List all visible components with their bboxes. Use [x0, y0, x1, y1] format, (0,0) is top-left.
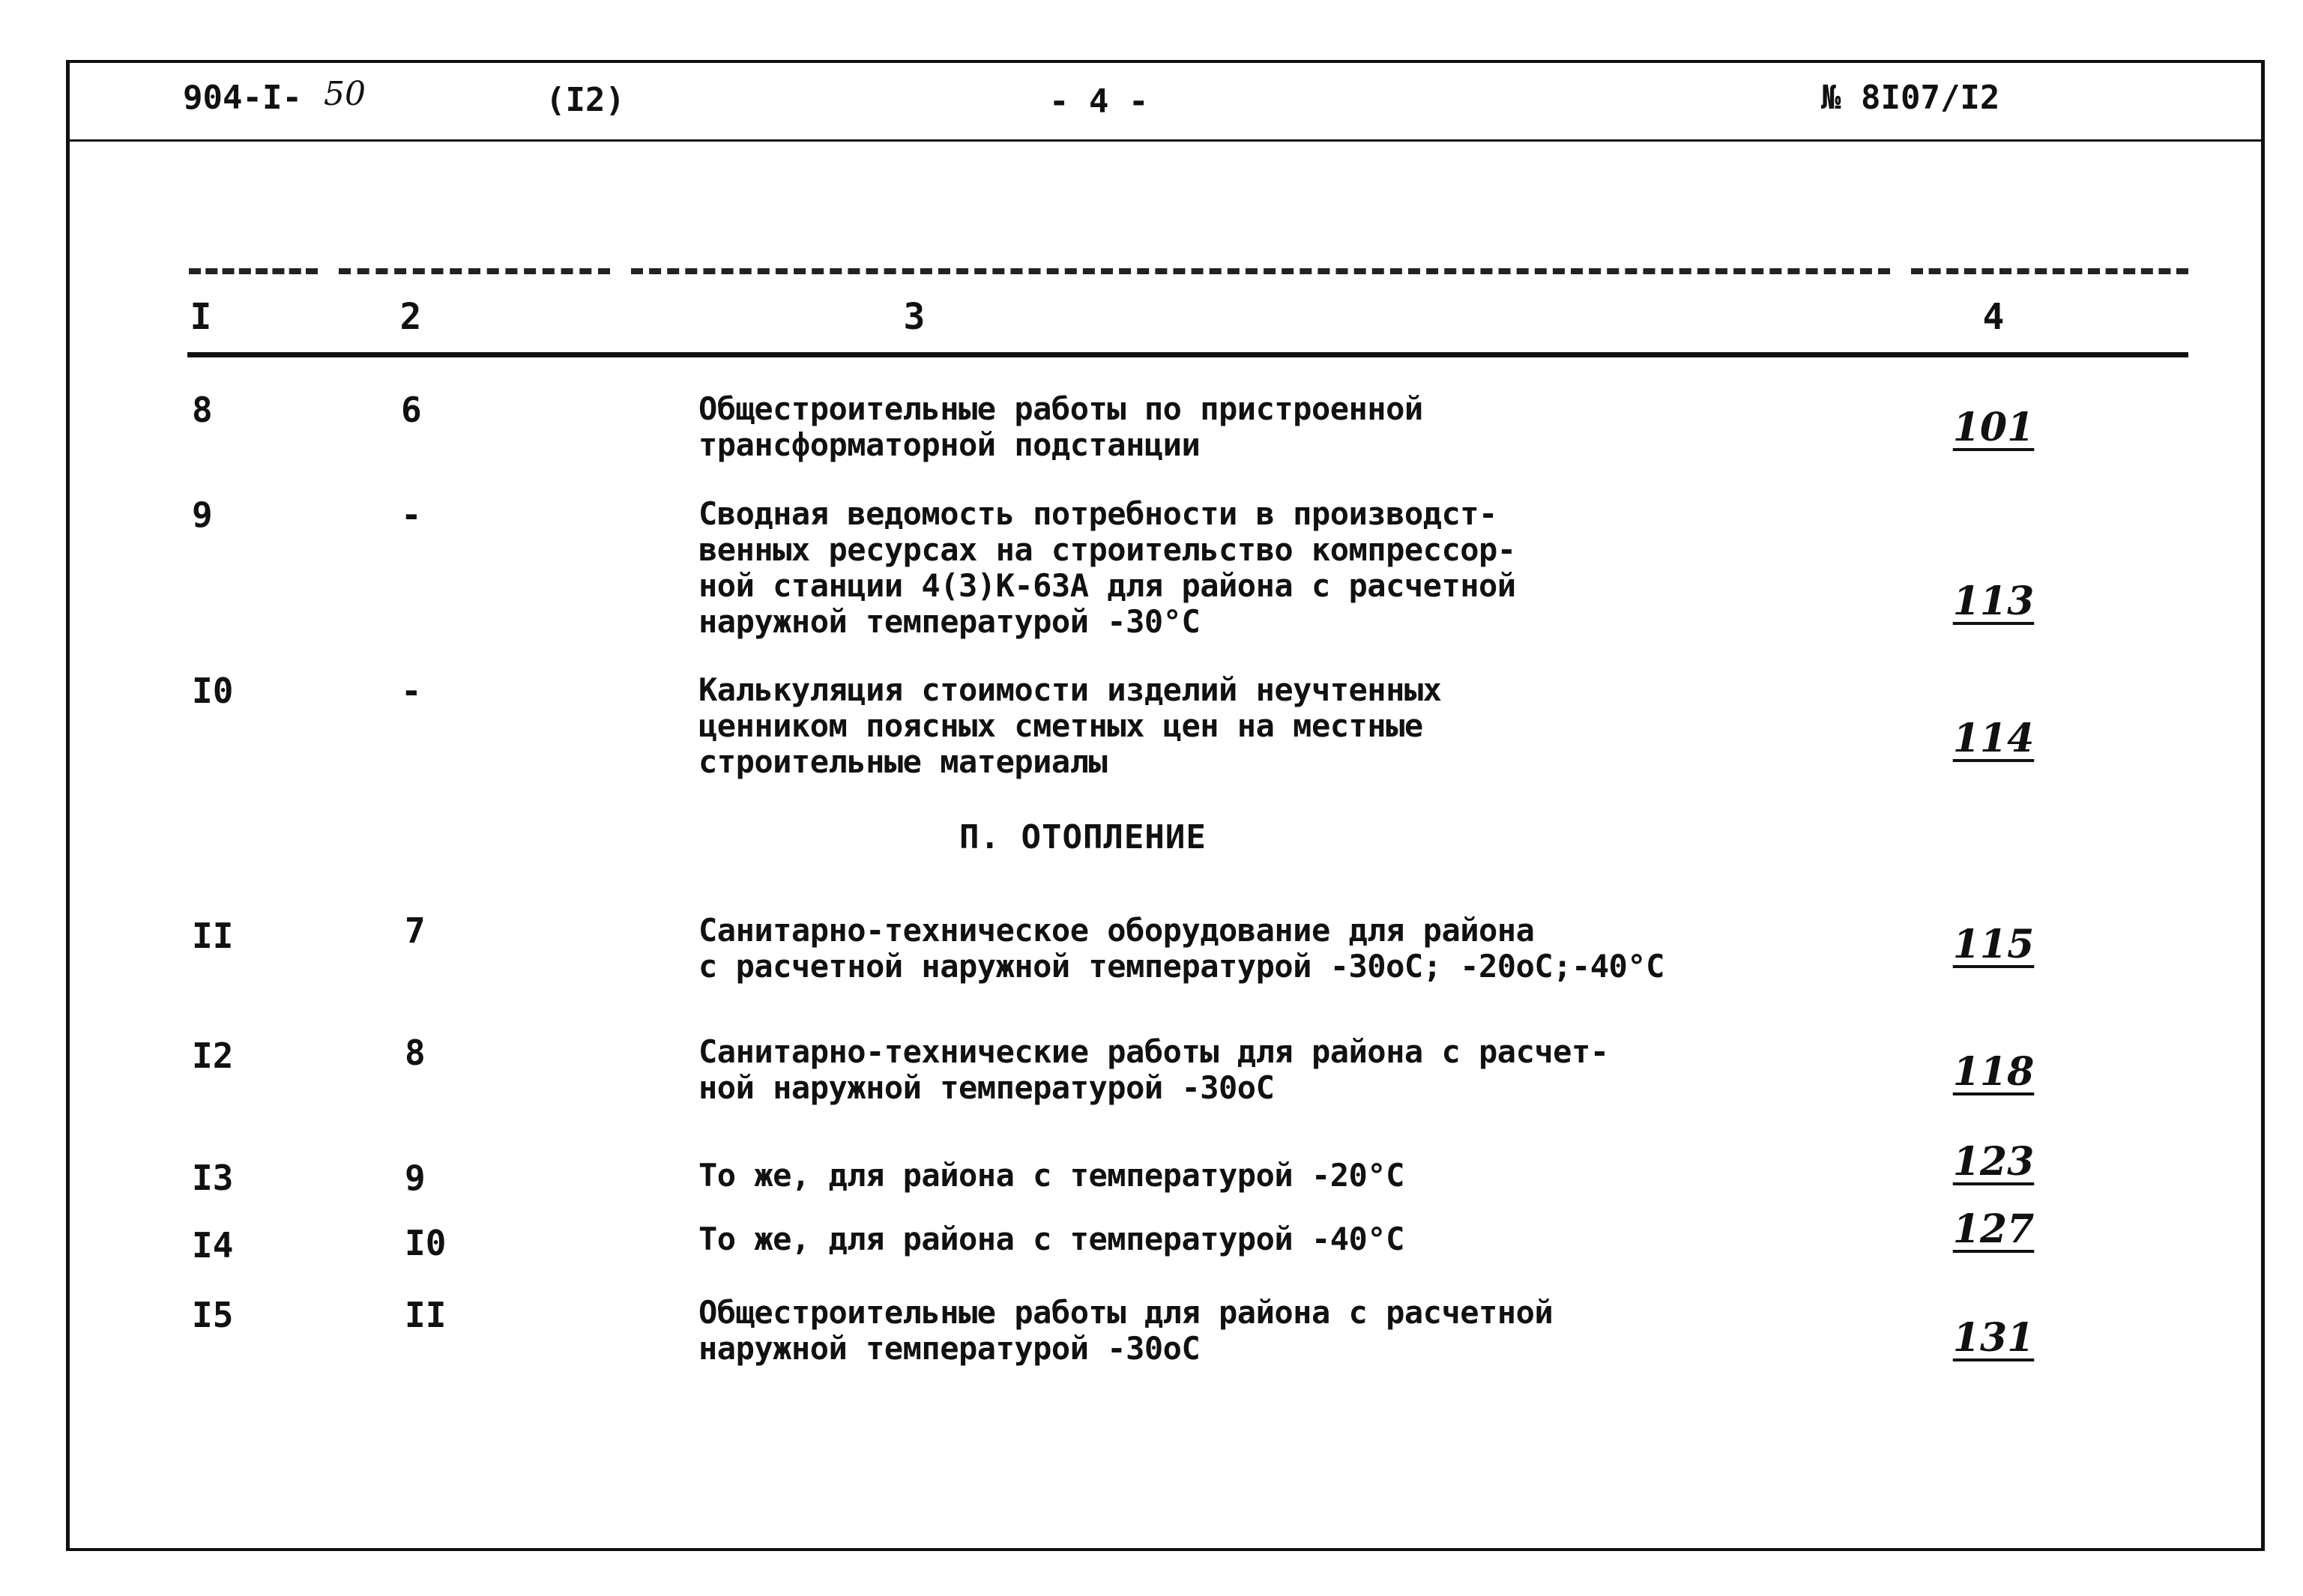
row-description: Санитарно-техническое оборудование для района с расчетной наружной температурой -30оС; -20оС;-40°С [698, 912, 1664, 985]
header-rule [70, 139, 2261, 142]
row-page: 127 [1952, 1206, 2035, 1252]
row-reference: 7 [405, 910, 426, 951]
row-page: 114 [1952, 716, 2035, 761]
column-header-2: 2 [399, 296, 422, 338]
table-header-rule [187, 352, 2188, 357]
row-page: 115 [1952, 922, 2035, 967]
column-header-3: 3 [903, 296, 926, 338]
row-description: То же, для района с температурой -20°С [698, 1157, 1404, 1194]
row-description: То же, для района с температурой -40°С [698, 1221, 1404, 1257]
row-number: I0 [192, 671, 234, 711]
table-top-rule [339, 268, 610, 274]
page-frame-bottom [66, 1548, 2265, 1551]
row-reference: 9 [405, 1158, 426, 1198]
row-description: Общестроительные работы по пристроенной трансформаторной подстанции [698, 390, 1423, 463]
row-number: I5 [192, 1295, 234, 1335]
page-frame-left [66, 60, 70, 1551]
page-frame-right [2261, 60, 2265, 1551]
row-reference: I0 [405, 1223, 447, 1263]
row-description: Сводная ведомость потребности в производст- венных ресурсах на строительство компрессор- ной станции 4(3)К-63А для района с расчетной наружной температурой -30°С [698, 495, 1516, 640]
table-top-rule [189, 268, 318, 274]
row-number: I3 [192, 1158, 234, 1198]
row-description: Санитарно-технические работы для района с расчет- ной наружной температурой -30оС [698, 1033, 1609, 1106]
volume-number: (I2) [546, 81, 625, 119]
table-top-rule [631, 268, 1890, 274]
row-reference: II [405, 1295, 447, 1335]
row-reference: 8 [405, 1033, 426, 1073]
row-page: 118 [1952, 1049, 2035, 1095]
page-number: - 4 - [1049, 82, 1149, 121]
column-header-4: 4 [1982, 296, 2005, 338]
row-reference: - [401, 495, 422, 535]
row-description: Общестроительные работы для района с расчетной наружной температурой -30оС [698, 1294, 1554, 1367]
document-number: № 8I07/I2 [1821, 79, 2000, 117]
row-number: I2 [192, 1036, 234, 1076]
page-frame-top [66, 60, 2263, 63]
row-page: 101 [1952, 405, 2035, 450]
row-reference: 6 [401, 390, 422, 430]
row-number: 8 [192, 390, 213, 430]
section-title: П. ОТОПЛЕНИЕ [959, 818, 1207, 856]
table-top-rule [1911, 268, 2188, 274]
row-description: Калькуляция стоимости изделий неучтенных ценником поясных сметных цен на местные строительные материалы [698, 671, 1442, 780]
row-reference: - [401, 671, 422, 711]
row-page: 131 [1952, 1315, 2035, 1361]
row-page: 123 [1952, 1139, 2035, 1185]
row-number: I4 [192, 1225, 234, 1266]
row-number: II [192, 916, 234, 956]
row-page: 113 [1952, 578, 2035, 624]
row-number: 9 [192, 495, 213, 535]
series-prefix: 904-I- [183, 79, 302, 117]
column-header-1: I [190, 296, 212, 338]
series-number: 50 [324, 75, 366, 113]
